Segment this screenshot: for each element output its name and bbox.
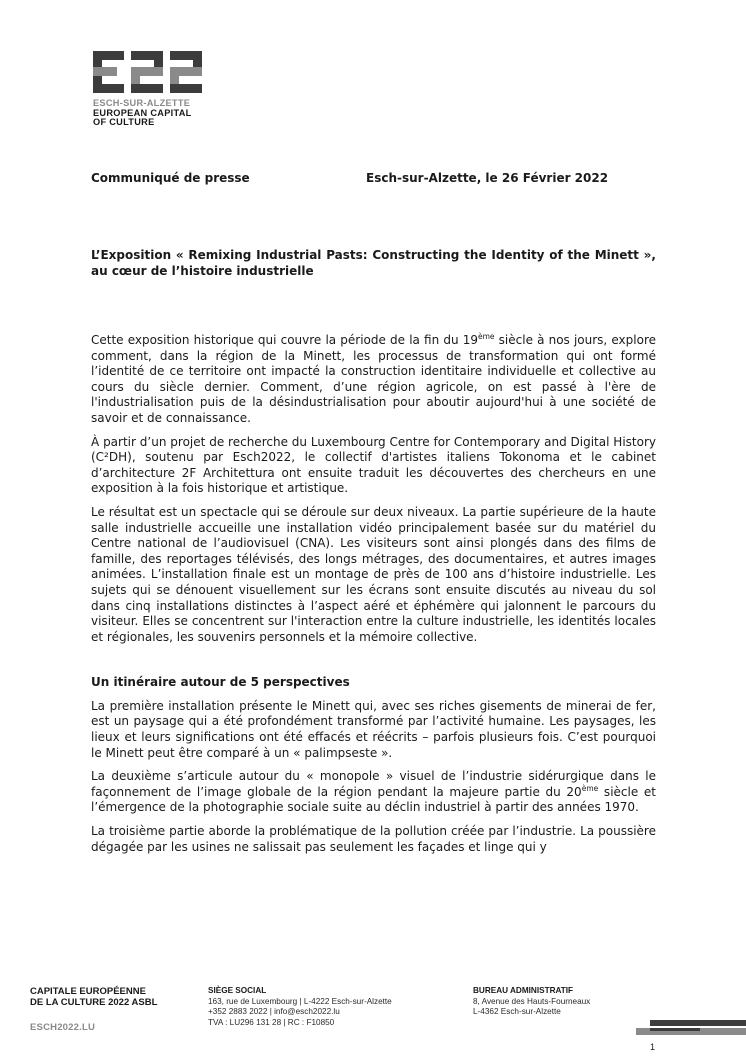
bureau-address-2: L-4362 Esch-sur-Alzette bbox=[473, 1007, 561, 1017]
bureau-heading: BUREAU ADMINISTRATIF bbox=[473, 986, 574, 995]
superscript: ème bbox=[477, 332, 495, 341]
footer-bars-icon bbox=[636, 1020, 746, 1036]
paragraph-result: Le résultat est un spectacle qui se déroule sur deux niveaux. La partie supérieure de la haute salle industrielle accueille une installation vidéo principalement basée sur du matériel du Centre national de l’audiovisuel (CNA). Les visiteurs sont ainsi plongés dans des films de famille, des reportages télévisés, des longs métrages, des documentaires, et autres images animées. L’installation finale est un montage de près de 100 ans d’histoire industrielle. Les sujets qui se dénouent visuellement sur les écrans sont ensuite discutés au niveau du sol dans cinq installations distinctes à l’aspect aéré et éphémère qui jalonnent le parcours du visiteur. Elles se concentrent sur l'interaction entre la culture industrielle, les identités locales et régionales, les souvenirs personnels et la mémoire collective. bbox=[91, 504, 656, 644]
document-body bbox=[91, 248, 656, 863]
footer-siege-social bbox=[208, 986, 458, 1028]
press-release-label: Communiqué de presse bbox=[91, 171, 250, 185]
place-date: Esch-sur-Alzette, le 26 Février 2022 bbox=[366, 171, 609, 185]
page-number: 1 bbox=[650, 1042, 656, 1052]
siege-address: 163, rue de Luxembourg | L-4222 Esch-sur-Alzette bbox=[208, 996, 392, 1006]
text-run: siècle à nos jours, explore comment, dans la région de la Minett, les processus de transformation qui ont formé l’identité de ce territoire ont impacté la construction identitaire individuelle et collective au cours du siècle dernier. Comment, d’une région agricole, on est passé à l'ère de l'industrialisation puis de la désindustrialisation pour aboutir aujourd'hui à une société de savoir et de connaissance. bbox=[91, 333, 656, 425]
logo-city: ESCH-SUR-ALZETTE bbox=[93, 98, 191, 108]
logo-line-1: EUROPEAN CAPITAL bbox=[93, 107, 192, 118]
org-line-2: DE LA CULTURE 2022 ASBL bbox=[30, 996, 158, 1008]
paragraph-third-installation: La troisième partie aborde la problématique de la pollution créée par l’industrie. La poussière dégagée par les usines ne salissait pas seulement les façades et linge qui y bbox=[91, 824, 656, 854]
footer-bureau bbox=[473, 986, 673, 1018]
footer-organisation bbox=[30, 987, 190, 1008]
section-heading: Un itinéraire autour de 5 perspectives bbox=[91, 675, 350, 690]
paragraph-second-installation bbox=[91, 769, 656, 816]
paragraph-first-installation: La première installation présente le Minett qui, avec ses riches gisements de minerai de fer, est un paysage qui a été profondément transformé par l’activité humaine. Les paysages, les lieux et leurs significations ont été effacés et réécrits – parfois plusieurs fois. C’est pourquoi le Minett peut être comparé à un « palimpseste ». bbox=[91, 698, 656, 760]
org-line-1: CAPITALE EUROPÉENNE bbox=[30, 986, 146, 997]
text-run: La deuxième s’articule autour du « monopole » visuel de l’industrie sidérurgique dans le façonnement de l’image globale de la région pendant la majeure partie du 20 bbox=[91, 769, 656, 799]
e22-logo bbox=[93, 51, 205, 128]
paragraph-research: À partir d’un projet de recherche du Luxembourg Centre for Contemporary and Digital History (C²DH), soutenu par Esch2022, le collectif d'artistes italiens Tokonoma et le cabinet d’architecture 2F Architettura ont ensuite traduit les découvertes des chercheurs en une exposition à la fois historique et artistique. bbox=[91, 434, 656, 496]
e22-logo-icon bbox=[93, 51, 203, 93]
siege-contact: +352 2883 2022 | info@esch2022.lu bbox=[208, 1007, 340, 1017]
document-title: L’Exposition « Remixing Industrial Pasts: Constructing the Identity of the Minett », au cœur de l’histoire industrielle bbox=[91, 248, 656, 278]
siege-heading: SIÈGE SOCIAL bbox=[208, 986, 267, 995]
text-run: siècle et l’émergence de la photographie sociale suite au déclin industriel à partir des années 1970. bbox=[91, 784, 656, 815]
logo-line-2: OF CULTURE bbox=[93, 117, 155, 128]
bureau-address-1: 8, Avenue des Hauts-Fourneaux bbox=[473, 996, 591, 1006]
superscript: ème bbox=[581, 783, 599, 793]
footer-website-link[interactable]: ESCH2022.LU bbox=[30, 1022, 96, 1033]
paragraph-intro bbox=[91, 333, 656, 427]
siege-registration: TVA : LU296 131 28 | RC : F10850 bbox=[208, 1017, 335, 1027]
text-run: Cette exposition historique qui couvre la période de la fin du 19 bbox=[91, 333, 478, 347]
